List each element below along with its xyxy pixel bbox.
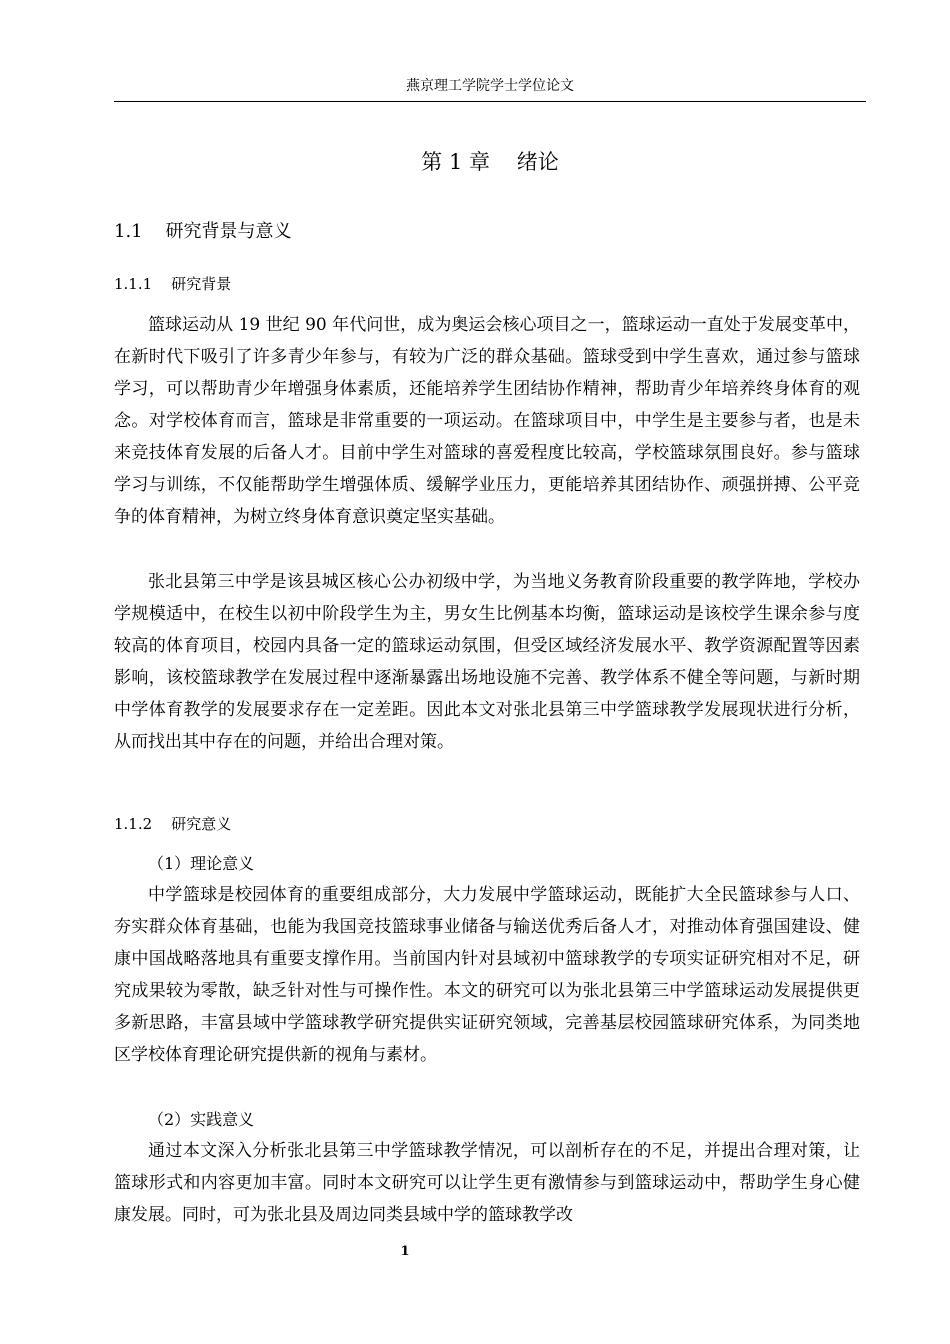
subsection-title-significance: 1.1.2 研究意义 (114, 815, 232, 833)
item-label-theory: （1）理论意义 (148, 854, 255, 873)
chapter-title: 第 1 章 绪论 (421, 150, 559, 174)
header-rule (114, 101, 866, 102)
paragraph-background-2: 张北县第三中学是该县城区核心公办初级中学，为当地义务教育阶段重要的教学阵地，学校办学规模适中，在校生以初中阶段学生为主，男女生比例基本均衡，篮球运动是该校学生课余参与度较高的体育项目，校园内具备一定的篮球运动氛围，但受区域经济发展水平、教学资源配置等因素影响，该校篮球教学在发展过程中逐渐暴露出场地设施不完善、教学体系不健全等问题，与新时期中学体育教学的发展要求存在一定差距。因此本文对张北县第三中学篮球教学发展现状进行分析，从而找出其中存在的问题，并给出合理对策。 (114, 572, 860, 752)
subsection-title-background: 1.1.1 研究背景 (114, 275, 232, 293)
paragraph-practice: 通过本文深入分析张北县第三中学篮球教学情况，可以剖析存在的不足，并提出合理对策，让篮球形式和内容更加丰富。同时本文研究可以让学生更有激情参与到篮球运动中，帮助学生身心健康发展。同时，可为张北县及周边同类县域中学的篮球教学改 (114, 1141, 860, 1225)
item-label-practice: （2）实践意义 (148, 1110, 255, 1129)
running-header: 燕京理工学院学士学位论文 (406, 78, 574, 94)
paragraph-background-1: 篮球运动从 19 世纪 90 年代问世，成为奥运会核心项目之一，篮球运动一直处于发展变革中，在新时代下吸引了许多青少年参与，有较为广泛的群众基础。篮球受到中学生喜欢，通过参与篮球学习，可以帮助青少年增强身体素质，还能培养学生团结协作精神，帮助青少年培养终身体育的观念。对学校体育而言，篮球是非常重要的一项运动。在篮球项目中，中学生是主要参与者，也是未来竞技体育发展的后备人才。目前中学生对篮球的喜爱程度比较高，学校篮球氛围良好。参与篮球学习与训练，不仅能帮助学生增强体质、缓解学业压力，更能培养其团结协作、顽强拼搏、公平竞争的体育精神，为树立终身体育意识奠定坚实基础。 (114, 315, 860, 527)
section-title: 1.1 研究背景与意义 (114, 221, 292, 242)
paragraph-theory: 中学篮球是校园体育的重要组成部分，大力发展中学篮球运动，既能扩大全民篮球参与人口、夯实群众体育基础，也能为我国竞技篮球事业储备与输送优秀后备人才，对推动体育强国建设、健康中国战略落地具有重要支撑作用。当前国内针对县域初中篮球教学的专项实证研究相对不足，研究成果较为零散，缺乏针对性与可操作性。本文的研究可以为张北县第三中学篮球运动发展提供更多新思路，丰富县域中学篮球教学研究提供实证研究领域，完善基层校园篮球研究体系，为同类地区学校体育理论研究提供新的视角与素材。 (114, 885, 860, 1065)
page-number: 1 (400, 1244, 410, 1259)
